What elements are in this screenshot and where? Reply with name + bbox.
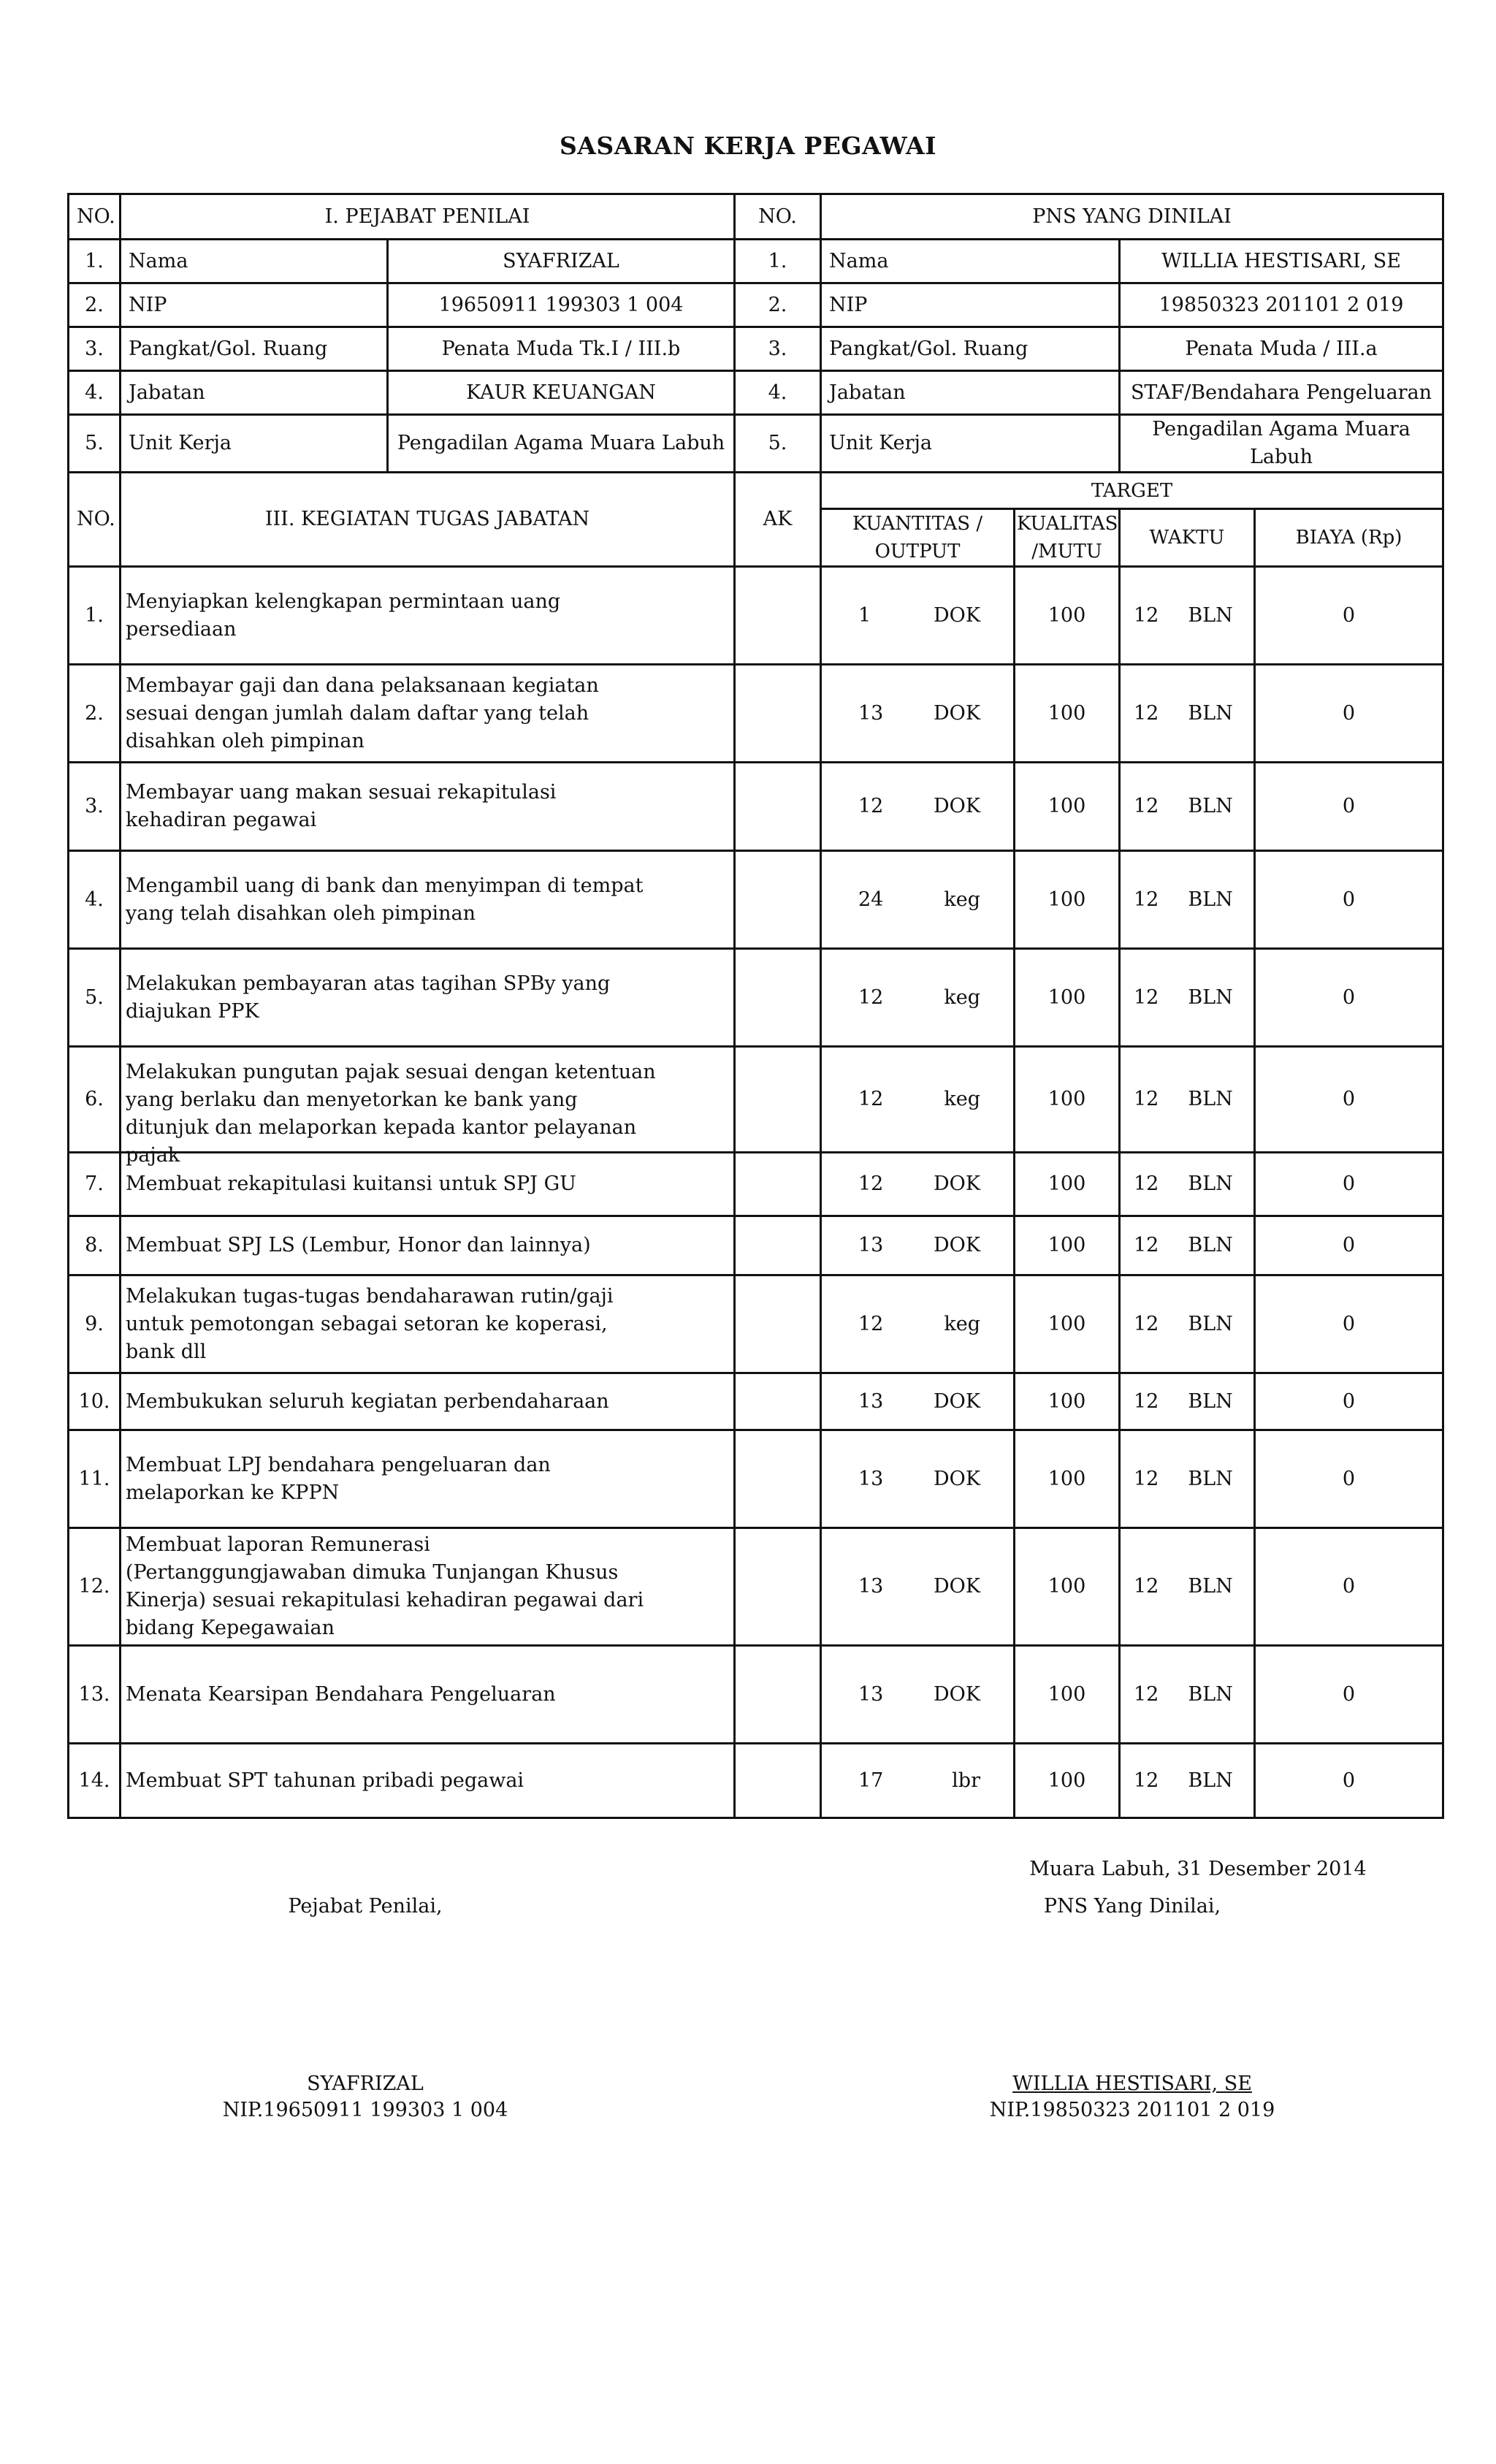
task-waktu — [1120, 949, 1255, 1047]
task-biaya: 0 — [1255, 665, 1443, 763]
kuantitas-unit: DOK — [934, 1682, 980, 1706]
task-kuantitas — [821, 1373, 1015, 1430]
task-kuantitas — [821, 1216, 1015, 1275]
waktu-unit: BLN — [1188, 1234, 1233, 1256]
kuantitas-pair — [829, 1465, 1006, 1493]
left-signatory-name: SYAFRIZAL — [307, 2072, 424, 2095]
task-kualitas: 100 — [1015, 1373, 1120, 1430]
task-ak — [735, 567, 821, 665]
task-row — [69, 1047, 1443, 1153]
task-activity-line: diajukan PPK — [126, 999, 259, 1023]
kuantitas-pair — [829, 1573, 1006, 1601]
right-role: PNS Yang Dinilai, — [1043, 1895, 1221, 1918]
task-activity — [121, 1744, 735, 1818]
task-kualitas: 100 — [1015, 851, 1120, 949]
task-no: 9. — [69, 1275, 121, 1373]
kuantitas-unit: keg — [944, 1088, 980, 1110]
dinilai-no: 5. — [735, 415, 821, 473]
waktu-pair — [1128, 1170, 1246, 1198]
sasaran-kerja-table — [67, 193, 1444, 1819]
kuantitas-unit: DOK — [934, 1467, 980, 1490]
dinilai-label: Pangkat/Gol. Ruang — [821, 327, 1120, 371]
kuantitas-pair — [829, 1681, 1006, 1709]
task-row — [69, 567, 1443, 665]
waktu-pair — [1128, 984, 1246, 1012]
task-waktu — [1120, 763, 1255, 851]
task-no: 3. — [69, 763, 121, 851]
kuantitas-value: 13 — [858, 1682, 884, 1706]
task-activity-lines — [126, 1059, 656, 1170]
task-kuantitas — [821, 1528, 1015, 1646]
task-ak — [735, 1047, 821, 1153]
task-activity-line: bank dll — [126, 1340, 207, 1363]
task-kuantitas — [821, 567, 1015, 665]
task-row — [69, 851, 1443, 949]
kuantitas-pair — [829, 1232, 1006, 1259]
task-waktu — [1120, 665, 1255, 763]
task-activity — [121, 1047, 735, 1167]
task-kuantitas — [821, 1646, 1015, 1744]
identity-row — [69, 240, 1443, 283]
penilai-value: Pengadilan Agama Muara Labuh — [388, 415, 735, 473]
task-row — [69, 1373, 1443, 1430]
penilai-no: 2. — [69, 283, 121, 327]
task-no: 11. — [69, 1430, 121, 1528]
penilai-label: Jabatan — [121, 371, 388, 415]
kuantitas-value: 12 — [858, 985, 884, 1009]
penilai-label: Nama — [121, 240, 388, 283]
task-ak — [735, 1430, 821, 1528]
waktu-unit: BLN — [1188, 1389, 1233, 1413]
task-kualitas: 100 — [1015, 1047, 1120, 1153]
task-activity-line: Kinerja) sesuai rekapitulasi kehadiran pegawai dari — [126, 1589, 644, 1611]
kuantitas-pair — [829, 1170, 1006, 1198]
task-kualitas: 100 — [1015, 1430, 1120, 1528]
task-biaya: 0 — [1255, 567, 1443, 665]
task-biaya: 0 — [1255, 1646, 1443, 1744]
task-waktu — [1120, 1047, 1255, 1153]
task-ak — [735, 1744, 821, 1818]
task-waktu — [1120, 567, 1255, 665]
waktu-pair — [1128, 1681, 1246, 1709]
waktu-pair — [1128, 886, 1246, 914]
task-biaya: 0 — [1255, 1047, 1443, 1153]
kuantitas-value: 17 — [858, 1769, 884, 1792]
task-row — [69, 1528, 1443, 1646]
penilai-no: 4. — [69, 371, 121, 415]
pejabat-penilai-header: I. PEJABAT PENILAI — [121, 194, 735, 240]
task-row — [69, 1744, 1443, 1818]
task-biaya: 0 — [1255, 1275, 1443, 1373]
task-header-row — [69, 473, 1443, 509]
task-activity — [121, 949, 735, 1047]
dinilai-no: 1. — [735, 240, 821, 283]
dinilai-value: 19850323 201101 2 019 — [1120, 283, 1443, 327]
kuantitas-pair — [829, 984, 1006, 1012]
waktu-unit: BLN — [1188, 1682, 1233, 1706]
waktu-pair — [1128, 1311, 1246, 1338]
dinilai-label: Unit Kerja — [821, 415, 1120, 473]
task-kuantitas — [821, 1430, 1015, 1528]
waktu-value: 12 — [1134, 1234, 1159, 1256]
waktu-pair — [1128, 1465, 1246, 1493]
identity-row — [69, 327, 1443, 371]
kualitas-line-2: /MUTU — [1031, 541, 1102, 562]
task-biaya: 0 — [1255, 1744, 1443, 1818]
task-ak — [735, 1528, 821, 1646]
task-ak — [735, 665, 821, 763]
biaya-header: BIAYA (Rp) — [1255, 509, 1443, 567]
task-kuantitas — [821, 1153, 1015, 1216]
identity-row — [69, 371, 1443, 415]
kuantitas-unit: keg — [944, 888, 980, 911]
waktu-unit: BLN — [1188, 1172, 1233, 1195]
task-ak — [735, 1216, 821, 1275]
task-kualitas: 100 — [1015, 665, 1120, 763]
kuantitas-unit: keg — [944, 985, 980, 1009]
kuantitas-value: 13 — [858, 1467, 884, 1490]
waktu-pair — [1128, 1767, 1246, 1795]
task-activity — [121, 851, 735, 949]
task-ak — [735, 949, 821, 1047]
task-kuantitas — [821, 1047, 1015, 1153]
waktu-value: 12 — [1134, 701, 1159, 725]
task-biaya: 0 — [1255, 851, 1443, 949]
kuantitas-pair — [829, 1086, 1006, 1113]
task-activity-line: yang telah disahkan oleh pimpinan — [126, 901, 476, 925]
task-activity-line: disahkan oleh pimpinan — [126, 729, 365, 752]
waktu-unit: BLN — [1188, 1575, 1233, 1598]
task-waktu — [1120, 1153, 1255, 1216]
task-biaya: 0 — [1255, 1430, 1443, 1528]
waktu-pair — [1128, 1086, 1246, 1113]
task-no: 7. — [69, 1153, 121, 1216]
penilai-label: Pangkat/Gol. Ruang — [121, 327, 388, 371]
target-header: TARGET — [821, 473, 1443, 509]
right-signatory-nip: NIP.19850323 201101 2 019 — [989, 2099, 1275, 2121]
kuantitas-pair — [829, 886, 1006, 914]
dinilai-label: Jabatan — [821, 371, 1120, 415]
dinilai-value: STAF/Bendahara Pengeluaran — [1120, 371, 1443, 415]
waktu-unit: BLN — [1188, 1467, 1233, 1490]
task-no: 5. — [69, 949, 121, 1047]
task-no: 1. — [69, 567, 121, 665]
task-activity — [121, 567, 735, 665]
task-ak — [735, 851, 821, 949]
waktu-pair — [1128, 793, 1246, 820]
task-activity-line: Membayar gaji dan dana pelaksanaan kegiatan — [126, 674, 599, 697]
task-row — [69, 1275, 1443, 1373]
waktu-value: 12 — [1134, 1172, 1159, 1195]
task-activity-line: Membuat SPJ LS (Lembur, Honor dan lainnya) — [126, 1234, 591, 1256]
task-activity-line: yang berlaku dan menyetorkan ke bank yang — [126, 1088, 578, 1111]
task-ak — [735, 763, 821, 851]
left-signatory-nip: NIP.19650911 199303 1 004 — [222, 2099, 508, 2121]
penilai-value: 19650911 199303 1 004 — [388, 283, 735, 327]
task-ak — [735, 1153, 821, 1216]
document-title: SASARAN KERJA PEGAWAI — [559, 131, 937, 160]
task-activity-line: bidang Kepegawaian — [126, 1617, 335, 1639]
task-kualitas: 100 — [1015, 1528, 1120, 1646]
waktu-unit: BLN — [1188, 1769, 1233, 1792]
waktu-header: WAKTU — [1120, 509, 1255, 567]
dinilai-value: Penata Muda / III.a — [1120, 327, 1443, 371]
penilai-label: Unit Kerja — [121, 415, 388, 473]
task-kualitas: 100 — [1015, 1275, 1120, 1373]
kuantitas-value: 13 — [858, 1389, 884, 1413]
task-activity-line: untuk pemotongan sebagai setoran ke koperasi, — [126, 1312, 608, 1335]
task-no: 14. — [69, 1744, 121, 1818]
task-no: 2. — [69, 665, 121, 763]
task-activity-line: Membukukan seluruh kegiatan perbendaharaan — [126, 1389, 609, 1413]
task-row — [69, 763, 1443, 851]
penilai-no: 1. — [69, 240, 121, 283]
task-waktu — [1120, 1430, 1255, 1528]
dinilai-no: 4. — [735, 371, 821, 415]
task-waktu — [1120, 1275, 1255, 1373]
dinilai-value: WILLIA HESTISARI, SE — [1120, 240, 1443, 283]
task-biaya: 0 — [1255, 1153, 1443, 1216]
task-row — [69, 1216, 1443, 1275]
task-activity-line: Menyiapkan kelengkapan permintaan uang — [126, 590, 561, 613]
waktu-value: 12 — [1134, 1312, 1159, 1335]
kuantitas-value: 12 — [858, 1312, 884, 1335]
waktu-value: 12 — [1134, 1682, 1159, 1706]
task-waktu — [1120, 1216, 1255, 1275]
waktu-unit: BLN — [1188, 795, 1233, 817]
kuantitas-pair — [829, 1388, 1006, 1416]
right-signatory-name — [950, 2072, 1315, 2095]
penilai-no: 5. — [69, 415, 121, 473]
task-activity — [121, 1430, 735, 1528]
task-activity-clip — [126, 1049, 726, 1167]
task-activity-line: kehadiran pegawai — [126, 809, 317, 831]
kualitas-line-1: KUALITAS — [1017, 513, 1118, 535]
ak-header: AK — [735, 473, 821, 567]
task-no: 6. — [69, 1047, 121, 1153]
waktu-value: 12 — [1134, 1769, 1159, 1792]
task-activity — [121, 763, 735, 851]
waktu-unit: BLN — [1188, 701, 1233, 725]
kuantitas-value: 13 — [858, 1575, 884, 1598]
task-waktu — [1120, 1646, 1255, 1744]
task-activity-line: Membuat SPT tahunan pribadi pegawai — [126, 1769, 524, 1792]
task-kualitas: 100 — [1015, 567, 1120, 665]
task-activity-line: pajak — [126, 1144, 180, 1167]
task-biaya: 0 — [1255, 1528, 1443, 1646]
waktu-value: 12 — [1134, 1575, 1159, 1598]
kuantitas-unit: lbr — [952, 1769, 980, 1792]
penilai-label: NIP — [121, 283, 388, 327]
task-activity-line: Menata Kearsipan Bendahara Pengeluaran — [126, 1682, 556, 1706]
task-waktu — [1120, 1744, 1255, 1818]
kuantitas-value: 1 — [858, 603, 871, 627]
task-activity-line: Melakukan tugas-tugas bendaharawan rutin/gaji — [126, 1284, 614, 1308]
task-activity-line: melaporkan ke KPPN — [126, 1481, 340, 1504]
task-activity-line: Melakukan pungutan pajak sesuai dengan ketentuan — [126, 1061, 656, 1083]
pns-dinilai-header: PNS YANG DINILAI — [821, 194, 1443, 240]
task-biaya: 0 — [1255, 1216, 1443, 1275]
task-no: 12. — [69, 1528, 121, 1646]
dinilai-label: Nama — [821, 240, 1120, 283]
task-row — [69, 665, 1443, 763]
kuantitas-unit: DOK — [934, 1234, 980, 1256]
kuantitas-pair — [829, 1311, 1006, 1338]
task-activity — [121, 1373, 735, 1430]
task-activity-line: Mengambil uang di bank dan menyimpan di tempat — [126, 874, 644, 897]
kuantitas-unit: DOK — [934, 603, 980, 627]
dinilai-no: 3. — [735, 327, 821, 371]
kuantitas-unit: DOK — [934, 701, 980, 725]
kuantitas-line-1: KUANTITAS / — [852, 513, 983, 535]
task-activity-line: (Pertanggungjawaban dimuka Tunjangan Khusus — [126, 1561, 619, 1584]
kuantitas-value: 24 — [858, 888, 884, 911]
task-biaya: 0 — [1255, 1373, 1443, 1430]
kuantitas-header — [821, 509, 1015, 567]
task-activity-line: Melakukan pembayaran atas tagihan SPBy yang — [126, 972, 611, 995]
penilai-value: KAUR KEUANGAN — [388, 371, 735, 415]
task-waktu — [1120, 1528, 1255, 1646]
kuantitas-value: 13 — [858, 701, 884, 725]
task-kualitas: 100 — [1015, 949, 1120, 1047]
kuantitas-unit: DOK — [934, 1172, 980, 1195]
waktu-unit: BLN — [1188, 1088, 1233, 1110]
task-no: 13. — [69, 1646, 121, 1744]
task-activity-line: Membayar uang makan sesuai rekapitulasi — [126, 781, 557, 804]
kuantitas-pair — [829, 1767, 1006, 1795]
dinilai-label: NIP — [821, 283, 1120, 327]
activity-header: III. KEGIATAN TUGAS JABATAN — [121, 473, 735, 567]
kuantitas-unit: keg — [944, 1312, 980, 1335]
kualitas-header — [1015, 509, 1120, 567]
waktu-pair — [1128, 602, 1246, 630]
task-activity-line: Membuat LPJ bendahara pengeluaran dan — [126, 1453, 551, 1476]
waktu-value: 12 — [1134, 985, 1159, 1009]
identity-header-row — [69, 194, 1443, 240]
waktu-unit: BLN — [1188, 603, 1233, 627]
task-kualitas: 100 — [1015, 1646, 1120, 1744]
waktu-value: 12 — [1134, 1467, 1159, 1490]
waktu-pair — [1128, 700, 1246, 728]
waktu-pair — [1128, 1388, 1246, 1416]
task-kualitas: 100 — [1015, 1216, 1120, 1275]
task-no: 10. — [69, 1373, 121, 1430]
task-no: 8. — [69, 1216, 121, 1275]
identity-row — [69, 283, 1443, 327]
waktu-unit: BLN — [1188, 985, 1233, 1009]
task-kualitas: 100 — [1015, 1744, 1120, 1818]
task-activity-line: Membuat rekapitulasi kuitansi untuk SPJ GU — [126, 1172, 576, 1195]
task-kuantitas — [821, 1744, 1015, 1818]
waktu-value: 12 — [1134, 1088, 1159, 1110]
kuantitas-value: 12 — [858, 1172, 884, 1195]
kuantitas-pair — [829, 700, 1006, 728]
task-biaya: 0 — [1255, 763, 1443, 851]
task-kuantitas — [821, 763, 1015, 851]
kuantitas-pair — [829, 793, 1006, 820]
task-kualitas: 100 — [1015, 1153, 1120, 1216]
task-ak — [735, 1275, 821, 1373]
kuantitas-value: 13 — [858, 1234, 884, 1256]
kuantitas-pair — [829, 602, 1006, 630]
task-activity-line: ditunjuk dan melaporkan kepada kantor pelayanan — [126, 1116, 637, 1139]
task-waktu — [1120, 851, 1255, 949]
dinilai-value: Pengadilan Agama Muara Labuh — [1120, 415, 1443, 473]
kuantitas-value: 12 — [858, 795, 884, 817]
kuantitas-unit: DOK — [934, 795, 980, 817]
waktu-value: 12 — [1134, 795, 1159, 817]
penilai-value: SYAFRIZAL — [388, 240, 735, 283]
task-kuantitas — [821, 949, 1015, 1047]
no-header: NO. — [69, 194, 121, 240]
task-activity-line: persediaan — [126, 617, 237, 641]
task-activity — [121, 1528, 735, 1646]
kuantitas-line-2: OUTPUT — [874, 541, 961, 562]
task-ak — [735, 1373, 821, 1430]
kuantitas-value: 12 — [858, 1088, 884, 1110]
left-role: Pejabat Penilai, — [288, 1895, 443, 1918]
task-activity — [121, 665, 735, 763]
waktu-pair — [1128, 1573, 1246, 1601]
kuantitas-unit: DOK — [934, 1389, 980, 1413]
task-row — [69, 1430, 1443, 1528]
identity-row — [69, 415, 1443, 473]
task-kuantitas — [821, 851, 1015, 949]
waktu-value: 12 — [1134, 1389, 1159, 1413]
task-no: 4. — [69, 851, 121, 949]
task-biaya: 0 — [1255, 949, 1443, 1047]
task-no-header: NO. — [69, 473, 121, 567]
waktu-pair — [1128, 1232, 1246, 1259]
task-activity — [121, 1216, 735, 1275]
penilai-value: Penata Muda Tk.I / III.b — [388, 327, 735, 371]
task-waktu — [1120, 1373, 1255, 1430]
task-activity-line: sesuai dengan jumlah dalam daftar yang telah — [126, 701, 589, 725]
task-row — [69, 1646, 1443, 1744]
task-kualitas: 100 — [1015, 763, 1120, 851]
task-activity-line: Membuat laporan Remunerasi — [126, 1533, 430, 1556]
waktu-value: 12 — [1134, 888, 1159, 911]
task-activity — [121, 1646, 735, 1744]
penilai-no: 3. — [69, 327, 121, 371]
waktu-value: 12 — [1134, 603, 1159, 627]
kuantitas-unit: DOK — [934, 1575, 980, 1598]
waktu-unit: BLN — [1188, 888, 1233, 911]
task-ak — [735, 1646, 821, 1744]
task-activity — [121, 1275, 735, 1373]
right-signatory-name-text: WILLIA HESTISARI, SE — [1012, 2072, 1252, 2095]
task-kuantitas — [821, 1275, 1015, 1373]
task-row — [69, 949, 1443, 1047]
dinilai-no: 2. — [735, 283, 821, 327]
no-header: NO. — [735, 194, 821, 240]
waktu-unit: BLN — [1188, 1312, 1233, 1335]
place-date: Muara Labuh, 31 Desember 2014 — [1029, 1858, 1367, 1880]
task-kuantitas — [821, 665, 1015, 763]
